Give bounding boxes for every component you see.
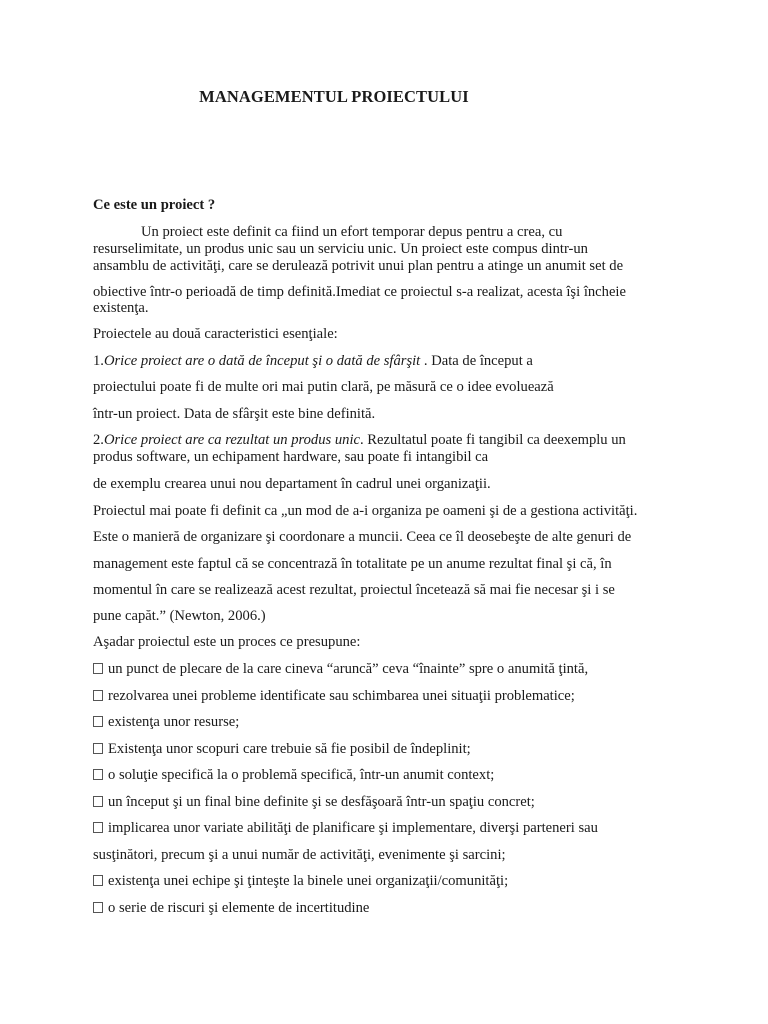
intro-line: resurselimitate, un produs unic sau un serviciu unic. Un proiect este compus dintr-un bbox=[93, 241, 588, 257]
char1-line3: într-un proiect. Data de sfârşit este bine definită. bbox=[93, 406, 376, 422]
list-item: implicarea unor variate abilităţi de planificare şi implementare, diverşi parteneri sau bbox=[93, 820, 598, 837]
list-item: o serie de riscuri şi elemente de incertitudine bbox=[93, 900, 369, 917]
bullet-box-icon bbox=[93, 743, 103, 754]
definition-line: momentul în care se realizează acest rezultat, proiectul încetează să mai fie necesar şi i se bbox=[93, 582, 615, 598]
intro-line: ansamblu de activităţi, care se derulează potrivit unui plan pentru a atinge un anumit set de bbox=[93, 258, 624, 274]
bullet-box-icon bbox=[93, 716, 103, 727]
char2-italic: Orice proiect are ca rezultat un produs unic bbox=[103, 432, 360, 448]
section-heading: Ce este un proiect ? bbox=[93, 197, 216, 213]
char1-number: 1. bbox=[93, 353, 104, 369]
bullet-box-icon bbox=[93, 875, 103, 886]
list-item: existenţa unei echipe şi ţinteşte la binele unei organizaţii/comunităţi; bbox=[93, 873, 508, 890]
char1-italic: Orice proiect are o dată de început şi o dată de sfârşit bbox=[103, 353, 421, 369]
intro-line: obiective într-o perioadă de timp definită.Imediat ce proiectul s-a realizat, acesta îşi încheie bbox=[93, 284, 626, 300]
bullet-box-icon bbox=[93, 769, 103, 780]
bullet-box-icon bbox=[93, 902, 103, 913]
bullet-box-icon bbox=[93, 690, 103, 701]
list-item: existenţa unor resurse; bbox=[93, 714, 239, 731]
list-item: un punct de plecare de la care cineva “aruncă” ceva “înainte” spre o anumită ţintă, bbox=[93, 661, 588, 678]
char1-rest: . Data de început a bbox=[420, 353, 533, 369]
char2-line3: de exemplu crearea unui nou departament în cadrul unei organizaţii. bbox=[93, 476, 491, 492]
bullet-box-icon bbox=[93, 663, 103, 674]
bullet-box-icon bbox=[93, 796, 103, 807]
characteristic-2 bbox=[93, 432, 626, 449]
char2-rest: . Rezultatul poate fi tangibil ca deexemplu un bbox=[359, 432, 626, 448]
definition-line: Este o manieră de organizare şi coordonare a muncii. Ceea ce îl deosebeşte de alte genuri de bbox=[93, 529, 632, 545]
char2-line2: produs software, un echipament hardware, sau poate fi intangibil ca bbox=[93, 449, 489, 465]
list-item: Existenţa unor scopuri care trebuie să fie posibil de îndeplinit; bbox=[93, 741, 471, 758]
char1-line2: proiectului poate fi de multe ori mai putin clară, pe măsură ce o idee evoluează bbox=[93, 379, 554, 395]
process-intro: Aşadar proiectul este un proces ce presupune: bbox=[93, 634, 361, 650]
bullet-box-icon bbox=[93, 822, 103, 833]
definition-line: pune capăt.” (Newton, 2006.) bbox=[93, 608, 266, 624]
list-item: rezolvarea unei probleme identificate sau schimbarea unei situaţii problematice; bbox=[93, 688, 575, 705]
list-item-continuation: susţinători, precum şi a unui număr de activităţi, evenimente şi sarcini; bbox=[93, 847, 506, 863]
definition-line: Proiectul mai poate fi definit ca „un mod de a-i organiza pe oameni şi de a gestiona activităţi. bbox=[93, 503, 638, 519]
list-item: un început şi un final bine definite şi se desfăşoară într-un spaţiu concret; bbox=[93, 794, 535, 811]
list-item: o soluţie specifică la o problemă specifică, într-un anumit context; bbox=[93, 767, 494, 784]
document-title: MANAGEMENTUL PROIECTULUI bbox=[199, 87, 469, 106]
char2-number: 2. bbox=[93, 432, 104, 448]
characteristic-1 bbox=[93, 353, 533, 370]
definition-line: management este faptul că se concentrază în totalitate pe un anume rezultat final şi că, în bbox=[93, 556, 612, 572]
intro-line: Un proiect este definit ca fiind un efort temporar depus pentru a crea, cu bbox=[141, 224, 563, 240]
characteristics-intro: Proiectele au două caracteristici esenţiale: bbox=[93, 326, 338, 342]
intro-line: existenţa. bbox=[93, 300, 149, 316]
